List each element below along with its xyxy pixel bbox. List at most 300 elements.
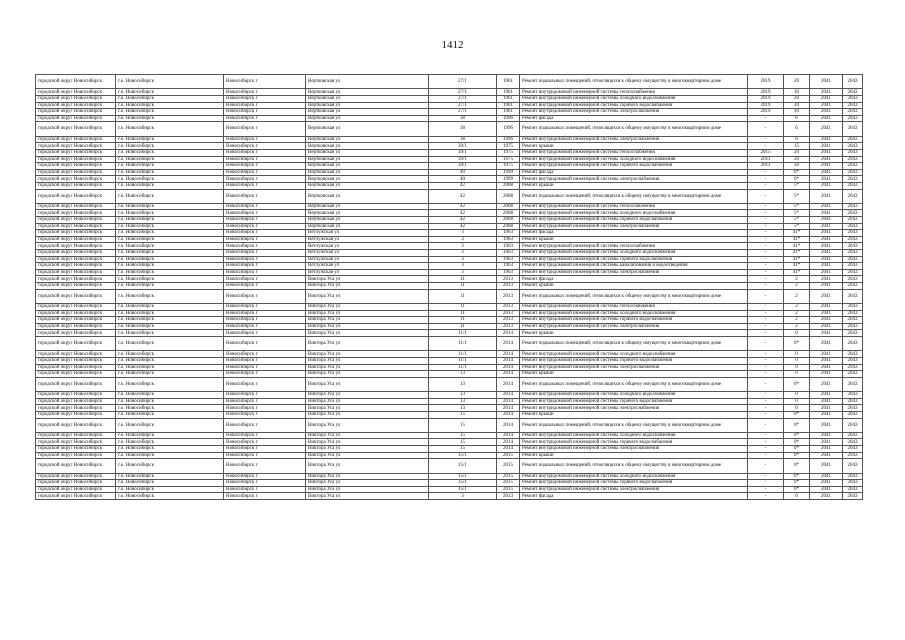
page-number: 1412 xyxy=(441,39,464,51)
cell-municipality: городской округ Новосибирск xyxy=(36,156,116,163)
cell-street: Ветлужская ул xyxy=(306,263,429,270)
cell-end-year: 2043 xyxy=(843,317,863,324)
table-row xyxy=(36,304,863,311)
cell-build-year: 2013 xyxy=(497,276,520,283)
cell-street: Вертковская ул xyxy=(306,176,429,183)
cell-municipal-unit: г.о. Новосибирск xyxy=(116,336,224,350)
cell-house-number: 15/1 xyxy=(429,486,497,493)
cell-locality: Новосибирск г xyxy=(224,446,306,453)
cell-wear-percent: 5* xyxy=(784,182,810,189)
cell-build-year: 1961 xyxy=(497,89,520,96)
cell-locality: Новосибирск г xyxy=(224,210,306,217)
cell-end-year: 2043 xyxy=(843,480,863,487)
cell-locality: Новосибирск г xyxy=(224,377,306,391)
cell-wear-percent: 0* xyxy=(784,473,810,480)
cell-build-year: 1975 xyxy=(497,149,520,156)
cell-locality: Новосибирск г xyxy=(224,243,306,250)
cell-house-number: 11 xyxy=(429,289,497,303)
cell-municipality: городской округ Новосибирск xyxy=(36,289,116,303)
cell-street: Вертковская ул xyxy=(306,136,429,143)
cell-last-repair-year: - xyxy=(748,364,784,371)
cell-build-year: 2008 xyxy=(497,182,520,189)
cell-wear-percent: 20 xyxy=(784,75,810,89)
cell-municipality: городской округ Новосибирск xyxy=(36,364,116,371)
cell-locality: Новосибирск г xyxy=(224,156,306,163)
cell-municipality: городской округ Новосибирск xyxy=(36,217,116,224)
cell-house-number: 11 xyxy=(429,283,497,290)
cell-start-year: 2041 xyxy=(810,459,843,473)
cell-wear-percent: 0 xyxy=(784,398,810,405)
cell-build-year: 1996 xyxy=(497,122,520,136)
cell-municipal-unit: г.о. Новосибирск xyxy=(116,392,224,399)
cell-street: Виктора Уса ул xyxy=(306,283,429,290)
cell-wear-percent: 10 xyxy=(784,89,810,96)
cell-municipal-unit: г.о. Новосибирск xyxy=(116,323,224,330)
cell-end-year: 2043 xyxy=(843,283,863,290)
cell-house-number: 27/1 xyxy=(429,75,497,89)
cell-end-year: 2043 xyxy=(843,304,863,311)
cell-wear-percent: 0* xyxy=(784,459,810,473)
cell-end-year: 2043 xyxy=(843,473,863,480)
cell-house-number: 3 xyxy=(429,269,497,276)
cell-start-year: 2041 xyxy=(810,480,843,487)
cell-wear-percent: 41* xyxy=(784,250,810,257)
cell-start-year: 2041 xyxy=(810,276,843,283)
cell-last-repair-year: - xyxy=(748,432,784,439)
cell-last-repair-year: - xyxy=(748,136,784,143)
cell-municipal-unit: г.о. Новосибирск xyxy=(116,330,224,337)
cell-municipal-unit: г.о. Новосибирск xyxy=(116,89,224,96)
cell-street: Вертковская ул xyxy=(306,95,429,102)
cell-end-year: 2043 xyxy=(843,149,863,156)
cell-start-year: 2041 xyxy=(810,269,843,276)
cell-end-year: 2043 xyxy=(843,418,863,432)
cell-wear-percent: 20 xyxy=(784,102,810,109)
cell-municipal-unit: г.о. Новосибирск xyxy=(116,169,224,176)
cell-municipality: городской округ Новосибирск xyxy=(36,276,116,283)
cell-street: Виктора Уса ул xyxy=(306,493,429,500)
cell-wear-percent: 0* xyxy=(784,439,810,446)
cell-wear-percent: 0* xyxy=(784,432,810,439)
cell-start-year: 2041 xyxy=(810,317,843,324)
cell-work-type: Ремонт фасада xyxy=(520,230,748,237)
cell-municipal-unit: г.о. Новосибирск xyxy=(116,405,224,412)
cell-wear-percent: 0 xyxy=(784,405,810,412)
cell-house-number: 11 xyxy=(429,304,497,311)
cell-municipality: городской округ Новосибирск xyxy=(36,210,116,217)
table-row xyxy=(36,169,863,176)
cell-municipality: городской округ Новосибирск xyxy=(36,336,116,350)
cell-municipality: городской округ Новосибирск xyxy=(36,351,116,358)
table-row xyxy=(36,203,863,210)
cell-locality: Новосибирск г xyxy=(224,289,306,303)
cell-municipality: городской округ Новосибирск xyxy=(36,432,116,439)
cell-build-year: 2014 xyxy=(497,377,520,391)
cell-start-year: 2041 xyxy=(810,182,843,189)
cell-house-number: 3 xyxy=(429,236,497,243)
cell-municipal-unit: г.о. Новосибирск xyxy=(116,109,224,116)
cell-work-type: Ремонт подвальных помещений, относящихся к общему имуществу в многоквартирном доме xyxy=(520,75,748,89)
cell-municipal-unit: г.о. Новосибирск xyxy=(116,163,224,170)
cell-house-number: 11 xyxy=(429,323,497,330)
table-row xyxy=(36,473,863,480)
table-row xyxy=(36,256,863,263)
cell-municipality: городской округ Новосибирск xyxy=(36,136,116,143)
cell-last-repair-year: - xyxy=(748,250,784,257)
cell-municipal-unit: г.о. Новосибирск xyxy=(116,223,224,230)
cell-locality: Новосибирск г xyxy=(224,351,306,358)
cell-last-repair-year: - xyxy=(748,210,784,217)
cell-municipal-unit: г.о. Новосибирск xyxy=(116,75,224,89)
cell-municipality: городской округ Новосибирск xyxy=(36,486,116,493)
cell-municipal-unit: г.о. Новосибирск xyxy=(116,480,224,487)
cell-build-year: 1961 xyxy=(497,109,520,116)
cell-wear-percent: 0 xyxy=(784,493,810,500)
cell-build-year: 2013 xyxy=(497,317,520,324)
cell-build-year: 2008 xyxy=(497,210,520,217)
cell-street: Виктора Уса ул xyxy=(306,473,429,480)
cell-municipality: городской округ Новосибирск xyxy=(36,452,116,459)
cell-work-type: Ремонт внутридомовой инженерной системы электроснабжения xyxy=(520,136,748,143)
cell-municipality: городской округ Новосибирск xyxy=(36,169,116,176)
cell-start-year: 2041 xyxy=(810,136,843,143)
cell-end-year: 2043 xyxy=(843,439,863,446)
cell-wear-percent: 15 xyxy=(784,143,810,150)
cell-locality: Новосибирск г xyxy=(224,256,306,263)
table-row xyxy=(36,182,863,189)
cell-street: Вертковская ул xyxy=(306,223,429,230)
cell-street: Вертковская ул xyxy=(306,163,429,170)
cell-work-type: Ремонт внутридомовой инженерной системы теплоснабжения xyxy=(520,89,748,96)
cell-street: Ветлужская ул xyxy=(306,243,429,250)
cell-house-number: 11/1 xyxy=(429,336,497,350)
cell-street: Виктора Уса ул xyxy=(306,432,429,439)
cell-locality: Новосибирск г xyxy=(224,75,306,89)
cell-locality: Новосибирск г xyxy=(224,89,306,96)
cell-end-year: 2043 xyxy=(843,189,863,203)
table-row xyxy=(36,75,863,89)
cell-locality: Новосибирск г xyxy=(224,122,306,136)
cell-last-repair-year: - xyxy=(748,411,784,418)
cell-build-year: 2014 xyxy=(497,398,520,405)
cell-build-year: 2014 xyxy=(497,357,520,364)
cell-work-type: Ремонт подвальных помещений, относящихся к общему имуществу в многоквартирном доме xyxy=(520,289,748,303)
cell-wear-percent: 5* xyxy=(784,217,810,224)
cell-municipal-unit: г.о. Новосибирск xyxy=(116,149,224,156)
cell-end-year: 2043 xyxy=(843,446,863,453)
cell-work-type: Ремонт внутридомовой инженерной системы холодного водоснабжения xyxy=(520,432,748,439)
cell-locality: Новосибирск г xyxy=(224,323,306,330)
cell-street: Вертковская ул xyxy=(306,122,429,136)
cell-work-type: Ремонт внутридомовой инженерной системы теплоснабжения xyxy=(520,203,748,210)
cell-last-repair-year: - xyxy=(748,176,784,183)
cell-street: Вертковская ул xyxy=(306,102,429,109)
cell-street: Вертковская ул xyxy=(306,149,429,156)
cell-start-year: 2041 xyxy=(810,223,843,230)
cell-start-year: 2041 xyxy=(810,115,843,122)
cell-municipality: городской округ Новосибирск xyxy=(36,310,116,317)
cell-house-number: 3 xyxy=(429,243,497,250)
cell-wear-percent: 41* xyxy=(784,269,810,276)
cell-locality: Новосибирск г xyxy=(224,95,306,102)
cell-work-type: Ремонт крыши xyxy=(520,411,748,418)
cell-last-repair-year: 2011 xyxy=(748,163,784,170)
cell-build-year: 2015 xyxy=(497,480,520,487)
cell-house-number: 15/1 xyxy=(429,452,497,459)
cell-end-year: 2043 xyxy=(843,357,863,364)
cell-street: Вертковская ул xyxy=(306,169,429,176)
cell-start-year: 2041 xyxy=(810,351,843,358)
cell-end-year: 2043 xyxy=(843,223,863,230)
cell-municipal-unit: г.о. Новосибирск xyxy=(116,493,224,500)
cell-locality: Новосибирск г xyxy=(224,203,306,210)
cell-municipality: городской округ Новосибирск xyxy=(36,398,116,405)
cell-street: Виктора Уса ул xyxy=(306,398,429,405)
cell-build-year: 1963 xyxy=(497,243,520,250)
cell-locality: Новосибирск г xyxy=(224,418,306,432)
cell-house-number: 15 xyxy=(429,418,497,432)
cell-work-type: Ремонт внутридомовой инженерной системы электроснабжения xyxy=(520,109,748,116)
cell-street: Вертковская ул xyxy=(306,210,429,217)
cell-municipality: городской округ Новосибирск xyxy=(36,480,116,487)
cell-wear-percent: 0 xyxy=(784,357,810,364)
cell-municipal-unit: г.о. Новосибирск xyxy=(116,317,224,324)
table-row xyxy=(36,115,863,122)
cell-work-type: Ремонт крыши xyxy=(520,236,748,243)
cell-municipal-unit: г.о. Новосибирск xyxy=(116,371,224,378)
cell-municipality: городской округ Новосибирск xyxy=(36,102,116,109)
cell-locality: Новосибирск г xyxy=(224,411,306,418)
cell-build-year: 1999 xyxy=(497,169,520,176)
cell-street: Виктора Уса ул xyxy=(306,289,429,303)
cell-street: Вертковская ул xyxy=(306,189,429,203)
cell-house-number: 3 xyxy=(429,493,497,500)
cell-municipality: городской округ Новосибирск xyxy=(36,418,116,432)
cell-work-type: Ремонт подвальных помещений, относящихся к общему имуществу в многоквартирном доме xyxy=(520,459,748,473)
cell-work-type: Ремонт крыши xyxy=(520,330,748,337)
cell-house-number: 15/1 xyxy=(429,459,497,473)
cell-end-year: 2043 xyxy=(843,217,863,224)
cell-work-type: Ремонт внутридомовой инженерной системы канализования и водоотведения xyxy=(520,263,748,270)
table-row xyxy=(36,136,863,143)
cell-work-type: Ремонт внутридомовой инженерной системы холодного водоснабжения xyxy=(520,250,748,257)
cell-wear-percent: 5* xyxy=(784,203,810,210)
cell-start-year: 2041 xyxy=(810,236,843,243)
cell-work-type: Ремонт внутридомовой инженерной системы горячего водоснабжения xyxy=(520,398,748,405)
cell-work-type: Ремонт фасада xyxy=(520,276,748,283)
cell-last-repair-year: - xyxy=(748,486,784,493)
cell-build-year: 2008 xyxy=(497,189,520,203)
cell-wear-percent: 5* xyxy=(784,223,810,230)
cell-locality: Новосибирск г xyxy=(224,276,306,283)
cell-municipal-unit: г.о. Новосибирск xyxy=(116,377,224,391)
repair-schedule-table xyxy=(35,74,863,500)
cell-wear-percent: 0 xyxy=(784,371,810,378)
table-row xyxy=(36,330,863,337)
cell-end-year: 2043 xyxy=(843,371,863,378)
cell-end-year: 2043 xyxy=(843,452,863,459)
cell-last-repair-year: 2015 xyxy=(748,149,784,156)
cell-end-year: 2043 xyxy=(843,176,863,183)
table-row xyxy=(36,371,863,378)
cell-street: Виктора Уса ул xyxy=(306,276,429,283)
cell-municipality: городской округ Новосибирск xyxy=(36,493,116,500)
table-row xyxy=(36,323,863,330)
cell-build-year: 2013 xyxy=(497,289,520,303)
cell-wear-percent: 0* xyxy=(784,480,810,487)
cell-house-number: 39/1 xyxy=(429,156,497,163)
cell-house-number: 13 xyxy=(429,371,497,378)
cell-house-number: 15 xyxy=(429,432,497,439)
cell-build-year: 2014 xyxy=(497,446,520,453)
cell-start-year: 2041 xyxy=(810,230,843,237)
cell-end-year: 2043 xyxy=(843,269,863,276)
cell-municipal-unit: г.о. Новосибирск xyxy=(116,269,224,276)
cell-start-year: 2041 xyxy=(810,289,843,303)
table-row xyxy=(36,223,863,230)
cell-last-repair-year: - xyxy=(748,115,784,122)
cell-start-year: 2041 xyxy=(810,156,843,163)
cell-start-year: 2041 xyxy=(810,452,843,459)
cell-municipality: городской округ Новосибирск xyxy=(36,122,116,136)
cell-last-repair-year: - xyxy=(748,143,784,150)
cell-house-number: 42 xyxy=(429,189,497,203)
table-row xyxy=(36,149,863,156)
cell-build-year: 2014 xyxy=(497,432,520,439)
cell-start-year: 2041 xyxy=(810,473,843,480)
cell-start-year: 2041 xyxy=(810,217,843,224)
cell-house-number: 15 xyxy=(429,439,497,446)
cell-build-year: 2008 xyxy=(497,203,520,210)
table-row xyxy=(36,156,863,163)
cell-start-year: 2041 xyxy=(810,143,843,150)
cell-municipal-unit: г.о. Новосибирск xyxy=(116,289,224,303)
cell-last-repair-year: - xyxy=(748,243,784,250)
table-row xyxy=(36,392,863,399)
cell-last-repair-year: - xyxy=(748,473,784,480)
cell-house-number: 42 xyxy=(429,217,497,224)
cell-municipal-unit: г.о. Новосибирск xyxy=(116,398,224,405)
cell-start-year: 2041 xyxy=(810,446,843,453)
cell-wear-percent: 20 xyxy=(784,163,810,170)
table-row xyxy=(36,230,863,237)
cell-work-type: Ремонт внутридомовой инженерной системы холодного водоснабжения xyxy=(520,95,748,102)
cell-house-number: 27/1 xyxy=(429,102,497,109)
cell-build-year: 2014 xyxy=(497,330,520,337)
cell-house-number: 39/1 xyxy=(429,149,497,156)
cell-build-year: 2014 xyxy=(497,364,520,371)
cell-last-repair-year: - xyxy=(748,371,784,378)
cell-build-year: 1963 xyxy=(497,256,520,263)
cell-work-type: Ремонт внутридомовой инженерной системы горячего водоснабжения xyxy=(520,256,748,263)
cell-work-type: Ремонт внутридомовой инженерной системы электроснабжения xyxy=(520,323,748,330)
cell-build-year: 2013 xyxy=(497,310,520,317)
table-row xyxy=(36,276,863,283)
cell-locality: Новосибирск г xyxy=(224,269,306,276)
cell-municipal-unit: г.о. Новосибирск xyxy=(116,250,224,257)
cell-municipality: городской округ Новосибирск xyxy=(36,176,116,183)
cell-municipality: городской округ Новосибирск xyxy=(36,163,116,170)
cell-municipal-unit: г.о. Новосибирск xyxy=(116,236,224,243)
cell-municipal-unit: г.о. Новосибирск xyxy=(116,115,224,122)
cell-end-year: 2043 xyxy=(843,256,863,263)
cell-build-year: 2013 xyxy=(497,493,520,500)
table-row xyxy=(36,250,863,257)
cell-end-year: 2043 xyxy=(843,203,863,210)
cell-house-number: 13 xyxy=(429,392,497,399)
cell-locality: Новосибирск г xyxy=(224,452,306,459)
cell-locality: Новосибирск г xyxy=(224,217,306,224)
cell-start-year: 2041 xyxy=(810,256,843,263)
cell-work-type: Ремонт внутридомовой инженерной системы теплоснабжения xyxy=(520,243,748,250)
cell-street: Вертковская ул xyxy=(306,143,429,150)
cell-last-repair-year: - xyxy=(748,452,784,459)
cell-house-number: 13 xyxy=(429,377,497,391)
cell-build-year: 2013 xyxy=(497,304,520,311)
cell-wear-percent: 0* xyxy=(784,377,810,391)
cell-municipal-unit: г.о. Новосибирск xyxy=(116,210,224,217)
cell-municipality: городской округ Новосибирск xyxy=(36,236,116,243)
cell-work-type: Ремонт внутридомовой инженерной системы электроснабжения xyxy=(520,223,748,230)
table-row xyxy=(36,405,863,412)
cell-build-year: 1961 xyxy=(497,102,520,109)
cell-street: Вертковская ул xyxy=(306,156,429,163)
table-row xyxy=(36,480,863,487)
cell-municipality: городской округ Новосибирск xyxy=(36,371,116,378)
cell-municipal-unit: г.о. Новосибирск xyxy=(116,473,224,480)
cell-municipal-unit: г.о. Новосибирск xyxy=(116,136,224,143)
cell-wear-percent: 6 xyxy=(784,115,810,122)
cell-locality: Новосибирск г xyxy=(224,459,306,473)
cell-locality: Новосибирск г xyxy=(224,223,306,230)
table-row xyxy=(36,269,863,276)
cell-last-repair-year: - xyxy=(748,217,784,224)
cell-work-type: Ремонт подвальных помещений, относящихся к общему имуществу в многоквартирном доме xyxy=(520,189,748,203)
cell-end-year: 2043 xyxy=(843,136,863,143)
cell-street: Виктора Уса ул xyxy=(306,439,429,446)
cell-municipality: городской округ Новосибирск xyxy=(36,250,116,257)
cell-last-repair-year: - xyxy=(748,203,784,210)
cell-start-year: 2041 xyxy=(810,398,843,405)
cell-house-number: 27/1 xyxy=(429,89,497,96)
cell-work-type: Ремонт внутридомовой инженерной системы горячего водоснабжения xyxy=(520,217,748,224)
cell-last-repair-year: - xyxy=(748,398,784,405)
cell-work-type: Ремонт внутридомовой инженерной системы электроснабжения xyxy=(520,446,748,453)
cell-last-repair-year: - xyxy=(748,182,784,189)
cell-house-number: 3 xyxy=(429,250,497,257)
cell-work-type: Ремонт фасада xyxy=(520,493,748,500)
cell-house-number: 15/1 xyxy=(429,473,497,480)
cell-end-year: 2043 xyxy=(843,156,863,163)
cell-last-repair-year: - xyxy=(748,418,784,432)
cell-wear-percent: 0 xyxy=(784,351,810,358)
cell-build-year: 2014 xyxy=(497,439,520,446)
cell-locality: Новосибирск г xyxy=(224,480,306,487)
cell-municipality: городской округ Новосибирск xyxy=(36,243,116,250)
cell-house-number: 42 xyxy=(429,182,497,189)
cell-street: Ветлужская ул xyxy=(306,250,429,257)
cell-house-number: 15 xyxy=(429,411,497,418)
cell-start-year: 2041 xyxy=(810,323,843,330)
cell-work-type: Ремонт внутридомовой инженерной системы холодного водоснабжения xyxy=(520,351,748,358)
cell-work-type: Ремонт внутридомовой инженерной системы горячего водоснабжения xyxy=(520,439,748,446)
cell-start-year: 2041 xyxy=(810,336,843,350)
cell-locality: Новосибирск г xyxy=(224,364,306,371)
cell-municipality: городской округ Новосибирск xyxy=(36,405,116,412)
cell-work-type: Ремонт фасада xyxy=(520,115,748,122)
cell-start-year: 2041 xyxy=(810,203,843,210)
table-row xyxy=(36,439,863,446)
